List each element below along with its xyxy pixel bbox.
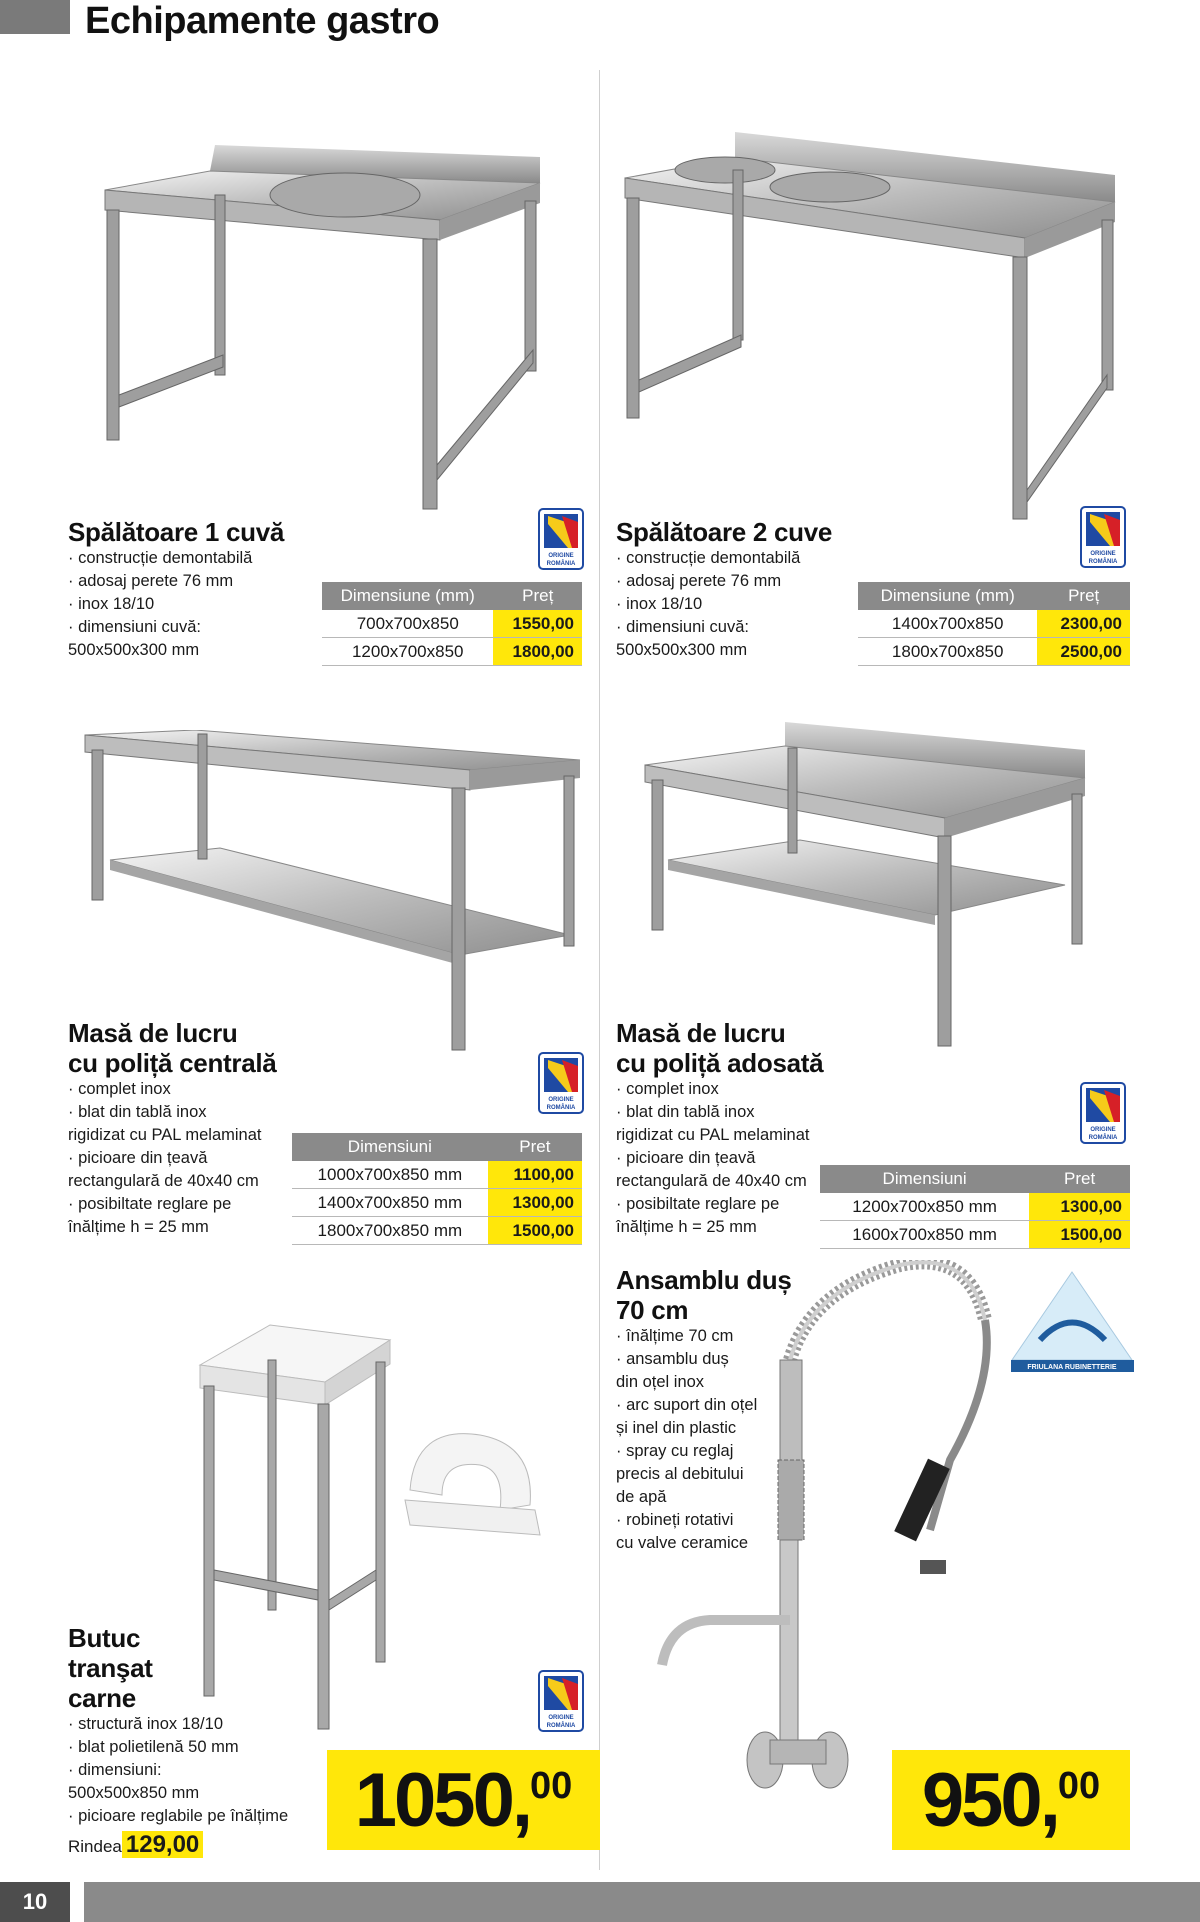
dimension-cell: 1600x700x850 mm (820, 1221, 1029, 1249)
footer-bar (0, 1882, 1200, 1922)
price-cell: 1500,00 (1029, 1221, 1130, 1249)
product-title-line1: Ansamblu duș (616, 1265, 792, 1295)
badge-line2: ROMÂNIA (546, 1105, 576, 1111)
feature-item: înălțime h = 25 mm (68, 1218, 209, 1236)
product-title: Spălătoare 2 cuve (616, 517, 833, 547)
badge-line2: ROMÂNIA (546, 1723, 576, 1729)
product-title-line2: cu poliță centrală (68, 1048, 277, 1078)
page-title: Echipamente gastro (85, 0, 440, 42)
feature-list (616, 547, 876, 662)
price-integer: 950, (921, 1757, 1058, 1843)
origin-badge (538, 1670, 584, 1737)
product-title-line3: carne (68, 1683, 136, 1713)
col-price: Pret (488, 1133, 582, 1161)
dimension-cell: 700x700x850 (322, 610, 493, 638)
friulana-logo (1010, 1270, 1135, 1375)
brand-name: FRIULANA RUBINETTERIE (1027, 1364, 1117, 1371)
feature-item: · arc suport din oțel (616, 1396, 758, 1414)
badge-line1: ORIGINE (1090, 1127, 1116, 1133)
badge-line2: ROMÂNIA (546, 561, 576, 567)
badge-line1: ORIGINE (1090, 551, 1116, 557)
price-table (292, 1133, 582, 1245)
table-row (858, 638, 1130, 666)
dimension-cell: 1000x700x850 mm (292, 1161, 488, 1189)
feature-item: · înălțime 70 cm (616, 1327, 734, 1345)
badge-line1: ORIGINE (548, 1715, 574, 1721)
product-sink-1 (68, 517, 338, 662)
price-cell: 1550,00 (493, 610, 582, 638)
feature-item: · adosaj perete 76 mm (616, 572, 782, 590)
sink-double-image (615, 130, 1120, 525)
page-number: 10 (0, 1882, 70, 1922)
rindea-price-line (68, 1830, 328, 1862)
feature-item: din oțel inox (616, 1373, 705, 1391)
feature-item: rectangulară de 40x40 cm (616, 1172, 807, 1190)
price-integer: 1050, (354, 1757, 530, 1843)
product-title-line2: 70 cm (616, 1295, 689, 1325)
table-row (292, 1189, 582, 1217)
price-cell: 1500,00 (488, 1217, 582, 1245)
butcher-block-price (327, 1750, 600, 1850)
column-divider (599, 70, 600, 1870)
feature-list (616, 1325, 816, 1555)
shower-assembly-price (892, 1750, 1130, 1850)
product-shower-assembly (616, 1265, 816, 1555)
col-dimension: Dimensiuni (292, 1133, 488, 1161)
price-cell: 1800,00 (493, 638, 582, 666)
origin-badge (538, 508, 584, 575)
feature-item: · construcție demontabilă (68, 549, 253, 567)
rindea-price: 129,00 (122, 1831, 203, 1858)
badge-line1: ORIGINE (548, 553, 574, 559)
price-cell: 1300,00 (488, 1189, 582, 1217)
product-title-line1: Masă de lucru (616, 1018, 786, 1048)
feature-list (68, 547, 338, 662)
worktable-central-image (80, 730, 585, 1055)
price-decimal: 00 (1057, 1764, 1101, 1807)
sink-single-image (95, 135, 555, 520)
feature-item: rectangulară de 40x40 cm (68, 1172, 259, 1190)
product-title-line1: Butuc (68, 1623, 141, 1653)
feature-item: · picioare reglabile pe înălțime (68, 1807, 289, 1825)
origin-badge (1080, 1082, 1126, 1149)
product-worktable-central (68, 1018, 318, 1239)
col-dimension: Dimensiune (mm) (322, 582, 493, 610)
feature-item: · inox 18/10 (616, 595, 703, 613)
dimension-cell: 1400x700x850 (858, 610, 1037, 638)
feature-item: și inel din plastic (616, 1419, 737, 1437)
header-accent-bar (0, 0, 70, 34)
product-sink-2 (616, 517, 876, 662)
feature-item: de apă (616, 1488, 667, 1506)
feature-list (68, 1713, 328, 1828)
table-row (322, 610, 582, 638)
table-row (858, 610, 1130, 638)
table-row (820, 1221, 1130, 1249)
price-table (322, 582, 582, 666)
price-decimal: 00 (529, 1764, 573, 1807)
dimension-cell: 1200x700x850 (322, 638, 493, 666)
feature-item: rigidizat cu PAL melaminat (68, 1126, 262, 1144)
feature-item: · picioare din țeavă (68, 1149, 208, 1167)
price-table (858, 582, 1130, 666)
feature-item: · blat polietilenă 50 mm (68, 1738, 239, 1756)
price-cell: 1300,00 (1029, 1193, 1130, 1221)
feature-item: · blat din tablă inox (616, 1103, 755, 1121)
table-row (322, 638, 582, 666)
badge-line2: ROMÂNIA (1088, 559, 1118, 565)
feature-item: cu valve ceramice (616, 1534, 749, 1552)
feature-item: · picioare din țeavă (616, 1149, 756, 1167)
product-title-line2: tranşat (68, 1653, 153, 1683)
price-cell: 2500,00 (1037, 638, 1130, 666)
feature-item: · spray cu reglaj (616, 1442, 734, 1460)
origin-badge (1080, 506, 1126, 573)
dimension-cell: 1400x700x850 mm (292, 1189, 488, 1217)
feature-item: · blat din tablă inox (68, 1103, 207, 1121)
feature-item: · posibiltate reglare pe (68, 1195, 232, 1213)
feature-item: 500x500x300 mm (68, 641, 200, 659)
feature-item: · dimensiuni cuvă: (68, 618, 201, 636)
feature-item: · inox 18/10 (68, 595, 155, 613)
dimension-cell: 1800x700x850 mm (292, 1217, 488, 1245)
feature-list (68, 1078, 318, 1239)
product-title-line2: cu poliță adosată (616, 1048, 824, 1078)
feature-item: 500x500x300 mm (616, 641, 748, 659)
footer-gap (70, 1882, 84, 1922)
worktable-adosat-image (640, 720, 1090, 1060)
feature-item: · dimensiuni: (68, 1761, 162, 1779)
table-row (292, 1161, 582, 1189)
feature-item: · complet inox (68, 1080, 171, 1098)
col-dimension: Dimensiuni (820, 1165, 1029, 1193)
feature-item: · structură inox 18/10 (68, 1715, 223, 1733)
table-row (292, 1217, 582, 1245)
table-row (820, 1193, 1130, 1221)
dimension-cell: 1800x700x850 (858, 638, 1037, 666)
feature-item: rigidizat cu PAL melaminat (616, 1126, 810, 1144)
origin-badge (538, 1052, 584, 1119)
price-cell: 2300,00 (1037, 610, 1130, 638)
feature-item: 500x500x850 mm (68, 1784, 200, 1802)
feature-item: · ansamblu duș (616, 1350, 729, 1368)
feature-item: · construcție demontabilă (616, 549, 801, 567)
product-title-line1: Masă de lucru (68, 1018, 238, 1048)
product-butcher-block (68, 1623, 328, 1862)
product-title: Spălătoare 1 cuvă (68, 517, 285, 547)
feature-item: · adosaj perete 76 mm (68, 572, 234, 590)
col-price: Preț (1037, 582, 1130, 610)
feature-item: · posibiltate reglare pe (616, 1195, 780, 1213)
feature-item: · complet inox (616, 1080, 719, 1098)
feature-item: · dimensiuni cuvă: (616, 618, 749, 636)
feature-item: înălțime h = 25 mm (616, 1218, 757, 1236)
feature-item: · robineți rotativi (616, 1511, 734, 1529)
feature-item: precis al debitului (616, 1465, 744, 1483)
rindea-scraper-image (405, 1434, 540, 1535)
col-price: Preț (493, 582, 582, 610)
col-dimension: Dimensiune (mm) (858, 582, 1037, 610)
price-table (820, 1165, 1130, 1249)
dimension-cell: 1200x700x850 mm (820, 1193, 1029, 1221)
badge-line2: ROMÂNIA (1088, 1135, 1118, 1141)
badge-line1: ORIGINE (548, 1097, 574, 1103)
col-price: Pret (1029, 1165, 1130, 1193)
price-cell: 1100,00 (488, 1161, 582, 1189)
rindea-label: Rindea (68, 1837, 122, 1856)
